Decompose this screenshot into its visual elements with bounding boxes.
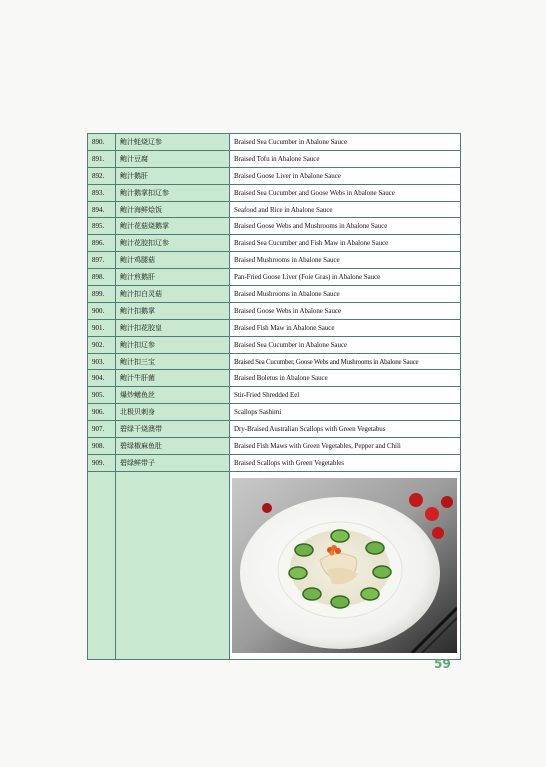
table-row: [88, 201, 461, 218]
empty-cell: [116, 471, 230, 659]
table-row: [88, 286, 461, 303]
item-english-name: Braised Scallops with Green Vegetables: [230, 454, 461, 471]
item-english-name: Braised Mushrooms in Abalone Sauce: [230, 252, 461, 269]
item-english-name: Braised Sea Cucumber and Goose Webs in Abalone Sauce: [230, 184, 461, 201]
item-english-name: Braised Goose Liver in Abalone Sauce: [230, 167, 461, 184]
item-chinese-name: 鲍汁扣辽参: [116, 336, 230, 353]
menu-table-body: [88, 134, 461, 660]
item-chinese-name: 鲍汁海鲜烩饭: [116, 201, 230, 218]
item-number: 906.: [88, 404, 116, 421]
item-chinese-name: 鲍汁花胶扣辽参: [116, 235, 230, 252]
item-english-name: Braised Boletus in Abalone Sauce: [230, 370, 461, 387]
item-number: 895.: [88, 218, 116, 235]
table-row: [88, 252, 461, 269]
item-english-name: Braised Sea Cucumber in Abalone Sauce: [230, 134, 461, 151]
item-chinese-name: 鲍汁蚝烧辽参: [116, 134, 230, 151]
item-chinese-name: 鲍汁煎鹅肝: [116, 269, 230, 286]
table-row: [88, 184, 461, 201]
item-english-name: Braised Fish Maws with Green Vegetables, Pepper and Chili: [230, 438, 461, 455]
item-chinese-name: 鲍汁扣白灵菇: [116, 286, 230, 303]
item-chinese-name: 鲍汁豆腐: [116, 150, 230, 167]
item-english-name: Stir-Fried Shredded Eel: [230, 387, 461, 404]
item-number: 898.: [88, 269, 116, 286]
item-english-name: Braised Sea Cucumber, Goose Webs and Mushrooms in Abalone Sauce: [230, 353, 461, 370]
item-number: 899.: [88, 286, 116, 303]
item-number: 908.: [88, 438, 116, 455]
item-english-name: Braised Goose Webs in Abalone Sauce: [230, 302, 461, 319]
table-row: [88, 353, 461, 370]
item-number: 907.: [88, 421, 116, 438]
item-chinese-name: 碧绿鲜带子: [116, 454, 230, 471]
item-number: 909.: [88, 454, 116, 471]
item-chinese-name: 鲍汁扣花胶皇: [116, 319, 230, 336]
table-row: [88, 302, 461, 319]
item-number: 896.: [88, 235, 116, 252]
item-number: 904.: [88, 370, 116, 387]
item-chinese-name: 鲍汁鸡腿菇: [116, 252, 230, 269]
item-number: 892.: [88, 167, 116, 184]
item-chinese-name: 鲍汁牛肝菌: [116, 370, 230, 387]
table-row: [88, 454, 461, 471]
table-row: [88, 421, 461, 438]
item-number: 905.: [88, 387, 116, 404]
item-english-name: Dry-Braised Australian Scallops with Green Vegetabus: [230, 421, 461, 438]
item-chinese-name: 鲍汁扣三宝: [116, 353, 230, 370]
table-row: [88, 269, 461, 286]
item-number: 903.: [88, 353, 116, 370]
item-number: 891.: [88, 150, 116, 167]
item-chinese-name: 碧绿椒麻鱼肚: [116, 438, 230, 455]
menu-table: [87, 133, 461, 660]
item-english-name: Braised Sea Cucumber and Fish Maw in Abalone Sauce: [230, 235, 461, 252]
table-row: [88, 438, 461, 455]
empty-cell: [88, 471, 116, 659]
item-chinese-name: 鲍汁鹅肝: [116, 167, 230, 184]
item-number: 890.: [88, 134, 116, 151]
dish-photo: [232, 478, 457, 653]
table-row: [88, 319, 461, 336]
table-row: [88, 404, 461, 421]
table-row: [88, 218, 461, 235]
item-number: 901.: [88, 319, 116, 336]
item-chinese-name: 鲍汁扣鹅掌: [116, 302, 230, 319]
table-row: [88, 336, 461, 353]
item-number: 897.: [88, 252, 116, 269]
item-english-name: Pan-Fried Goose Liver (Foie Gras) in Abalone Sauce: [230, 269, 461, 286]
photo-row: [88, 471, 461, 659]
item-english-name: Braised Tofu in Abalone Sauce: [230, 150, 461, 167]
item-english-name: Seafood and Rice in Abalone Sauce: [230, 201, 461, 218]
item-english-name: Braised Mushrooms in Abalone Sauce: [230, 286, 461, 303]
table-row: [88, 235, 461, 252]
item-english-name: Braised Goose Webs and Mushrooms in Abalone Sauce: [230, 218, 461, 235]
item-number: 900.: [88, 302, 116, 319]
item-number: 893.: [88, 184, 116, 201]
item-english-name: Braised Sea Cucumber in Abalone Sauce: [230, 336, 461, 353]
item-chinese-name: 碧绿干烧澳带: [116, 421, 230, 438]
item-number: 894.: [88, 201, 116, 218]
photo-cell: [230, 471, 461, 659]
table-row: [88, 387, 461, 404]
table-row: [88, 150, 461, 167]
table-row: [88, 370, 461, 387]
item-chinese-name: 爆炒鳝鱼丝: [116, 387, 230, 404]
item-chinese-name: 北极贝刺身: [116, 404, 230, 421]
page-number: 59: [434, 657, 451, 671]
item-chinese-name: 鲍汁花菇烧鹅掌: [116, 218, 230, 235]
table-row: [88, 167, 461, 184]
table-row: [88, 134, 461, 151]
item-english-name: Braised Fish Maw in Abalone Sauce: [230, 319, 461, 336]
item-number: 902.: [88, 336, 116, 353]
item-chinese-name: 鲍汁鹅掌扣辽参: [116, 184, 230, 201]
item-english-name: Scallops Sashimi: [230, 404, 461, 421]
